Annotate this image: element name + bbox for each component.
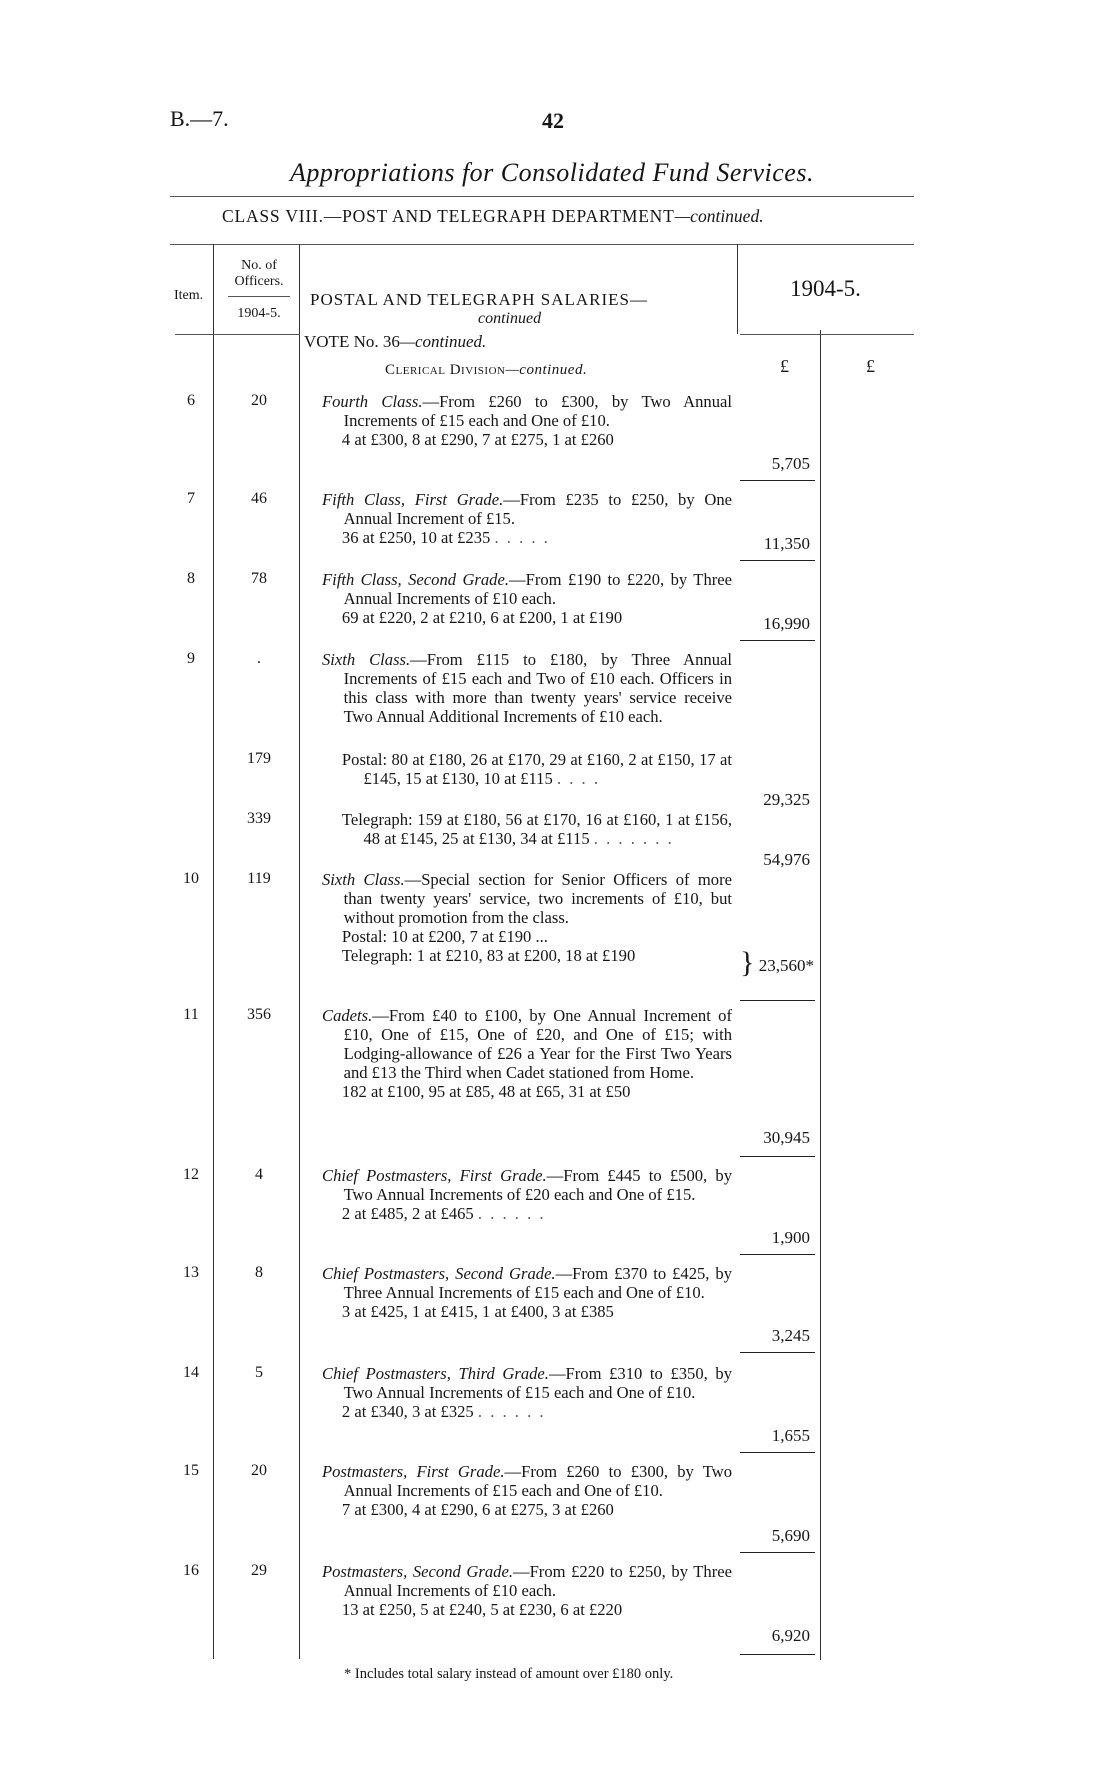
salary-description: Fourth Class.—From £260 to £300, by Two Annual Increments of £15 each and One of £10. 4 at £300, 8 at £290, 7 at £275, 1 at £260 bbox=[322, 392, 732, 449]
amount: 23,560* bbox=[758, 956, 814, 975]
item-number: 11 bbox=[183, 1006, 199, 1023]
item-number: 13 bbox=[183, 1264, 199, 1281]
amount-rule bbox=[740, 480, 815, 481]
amount-rule bbox=[740, 1552, 815, 1553]
title-rule bbox=[170, 196, 914, 197]
column-divider-desc-head bbox=[737, 244, 738, 334]
column-divider-item bbox=[213, 244, 214, 1659]
column-divider-amount bbox=[820, 330, 821, 1660]
amount-rule bbox=[740, 1654, 815, 1655]
officers-column-header: No. of Officers. bbox=[234, 258, 284, 289]
officer-count: 179 bbox=[247, 750, 271, 767]
salary-detail: Telegraph: 159 at £180, 56 at £170, 16 at £160, 1 at £156, 48 at £145, 25 at £130, 34 at £115 . . . . . . . bbox=[341, 810, 732, 848]
salaries-heading: POSTAL AND TELEGRAPH SALARIES— bbox=[310, 290, 648, 309]
amount: 29,325 bbox=[763, 790, 810, 809]
amount-rule bbox=[740, 1452, 815, 1453]
amount-rule bbox=[740, 1254, 815, 1255]
item-number: 16 bbox=[183, 1562, 199, 1579]
class-heading: CLASS VIII.—POST AND TELEGRAPH DEPARTMENT—continued. bbox=[222, 206, 764, 226]
amount-head-rule bbox=[740, 334, 914, 335]
item-head-rule bbox=[175, 334, 300, 335]
officer-count: 29 bbox=[251, 1562, 267, 1579]
item-number: 6 bbox=[187, 392, 195, 409]
officers-head-rule bbox=[228, 296, 290, 297]
salary-description: Fifth Class, First Grade.—From £235 to £250, by One Annual Increment of £15. 36 at £250, 10 at £235 . . . . . bbox=[322, 490, 732, 547]
page-number: 42 bbox=[542, 108, 564, 133]
page-title: Appropriations for Consolidated Fund Services. bbox=[290, 158, 814, 187]
amount-rule bbox=[740, 1156, 815, 1157]
salary-description: Chief Postmasters, Third Grade.—From £310 to £350, by Two Annual Increments of £15 each and One of £10. 2 at £340, 3 at £325 . . . . . . bbox=[322, 1364, 733, 1421]
document-reference: B.—7. bbox=[170, 106, 229, 131]
item-number: 7 bbox=[187, 490, 195, 507]
officer-count: 46 bbox=[251, 490, 267, 507]
amount: 11,350 bbox=[763, 534, 810, 553]
vote-heading: VOTE No. 36—continued. bbox=[304, 332, 487, 351]
amount: 54,976 bbox=[763, 850, 810, 869]
amount-rule bbox=[740, 1352, 815, 1353]
officer-count: 4 bbox=[255, 1166, 263, 1183]
item-number: 10 bbox=[183, 870, 199, 887]
salary-description: Cadets.—From £40 to £100, by One Annual Increment of £10, One of £15, One of £20, and One of £15; with Lodging-allowance of £26 a Year for the First Two Years and £13 the Third when Cadet stationed from Home. 182 at £100, 95 at £85, 48 at £65, 31 at £50 bbox=[322, 1006, 732, 1101]
item-number: 9 bbox=[187, 650, 195, 667]
amount: 3,245 bbox=[771, 1326, 810, 1345]
salaries-heading-suffix: continued bbox=[478, 310, 542, 327]
officer-count: 78 bbox=[251, 570, 267, 587]
table-top-rule bbox=[170, 244, 914, 245]
year-column-header: 1904-5. bbox=[790, 276, 861, 301]
officer-count: 356 bbox=[247, 1006, 271, 1023]
amount-rule bbox=[740, 560, 815, 561]
amount: 6,920 bbox=[771, 1626, 810, 1645]
officer-count: 8 bbox=[255, 1264, 263, 1281]
amount: 1,655 bbox=[771, 1426, 810, 1445]
item-number: 14 bbox=[183, 1364, 199, 1381]
officer-count: 339 bbox=[247, 810, 271, 827]
officer-count: 5 bbox=[255, 1364, 263, 1381]
officer-count: 119 bbox=[247, 870, 271, 887]
amount-rule bbox=[740, 640, 815, 641]
item-column-header: Item. bbox=[174, 288, 204, 303]
pound-column-1: £ bbox=[780, 356, 789, 376]
item-number: 12 bbox=[183, 1166, 199, 1183]
footnote: * Includes total salary instead of amount over £180 only. bbox=[344, 1666, 674, 1682]
amount: 30,945 bbox=[763, 1128, 810, 1147]
officer-count: 20 bbox=[251, 1462, 267, 1479]
item-number: 15 bbox=[183, 1462, 199, 1479]
officers-year-header: 1904-5. bbox=[237, 306, 281, 321]
salary-description: Postmasters, Second Grade.—From £220 to £250, by Three Annual Increments of £10 each. 13 at £250, 5 at £240, 5 at £230, 6 at £220 bbox=[322, 1562, 732, 1619]
salary-description: Sixth Class.—From £115 to £180, by Three Annual Increments of £15 each and Two of £10 each. Officers in this class with more than twenty years' service receive Two Annual Additional Increments of £10 each. bbox=[322, 650, 732, 726]
salary-description: Sixth Class.—Special section for Senior Officers of more than twenty years' service, two increments of £10, but without promotion from the class. Postal: 10 at £200, 7 at £190 ... Telegraph: 1 at £210, 83 at £200, 18 at £190 bbox=[322, 870, 732, 965]
division-heading: Clerical Division—continued. bbox=[385, 362, 588, 378]
salary-description: Postmasters, First Grade.—From £260 to £300, by Two Annual Increments of £15 each and One of £10. 7 at £300, 4 at £290, 6 at £275, 3 at £260 bbox=[322, 1462, 732, 1519]
amount: 16,990 bbox=[763, 614, 810, 633]
salary-description: Chief Postmasters, Second Grade.—From £370 to £425, by Three Annual Increments of £15 each and One of £10. 3 at £425, 1 at £415, 1 at £400, 3 at £385 bbox=[322, 1264, 732, 1321]
officer-count: . bbox=[257, 650, 261, 667]
amount-rule bbox=[740, 1000, 815, 1001]
salary-detail: Postal: 80 at £180, 26 at £170, 29 at £160, 2 at £150, 17 at £145, 15 at £130, 10 at £115 . . . . bbox=[341, 750, 732, 788]
pound-column-2: £ bbox=[866, 356, 875, 376]
amount: 5,705 bbox=[771, 454, 810, 473]
salary-description: Chief Postmasters, First Grade.—From £445 to £500, by Two Annual Increments of £20 each and One of £15. 2 at £485, 2 at £465 . . . . . . bbox=[322, 1166, 732, 1223]
brace: } bbox=[740, 946, 755, 979]
amount: 5,690 bbox=[771, 1526, 810, 1545]
salary-description: Fifth Class, Second Grade.—From £190 to £220, by Three Annual Increments of £10 each. 69 at £220, 2 at £210, 6 at £200, 1 at £190 bbox=[322, 570, 732, 627]
item-number: 8 bbox=[187, 570, 195, 587]
amount: 1,900 bbox=[771, 1228, 810, 1247]
column-divider-officers bbox=[299, 244, 300, 1659]
officer-count: 20 bbox=[251, 392, 267, 409]
